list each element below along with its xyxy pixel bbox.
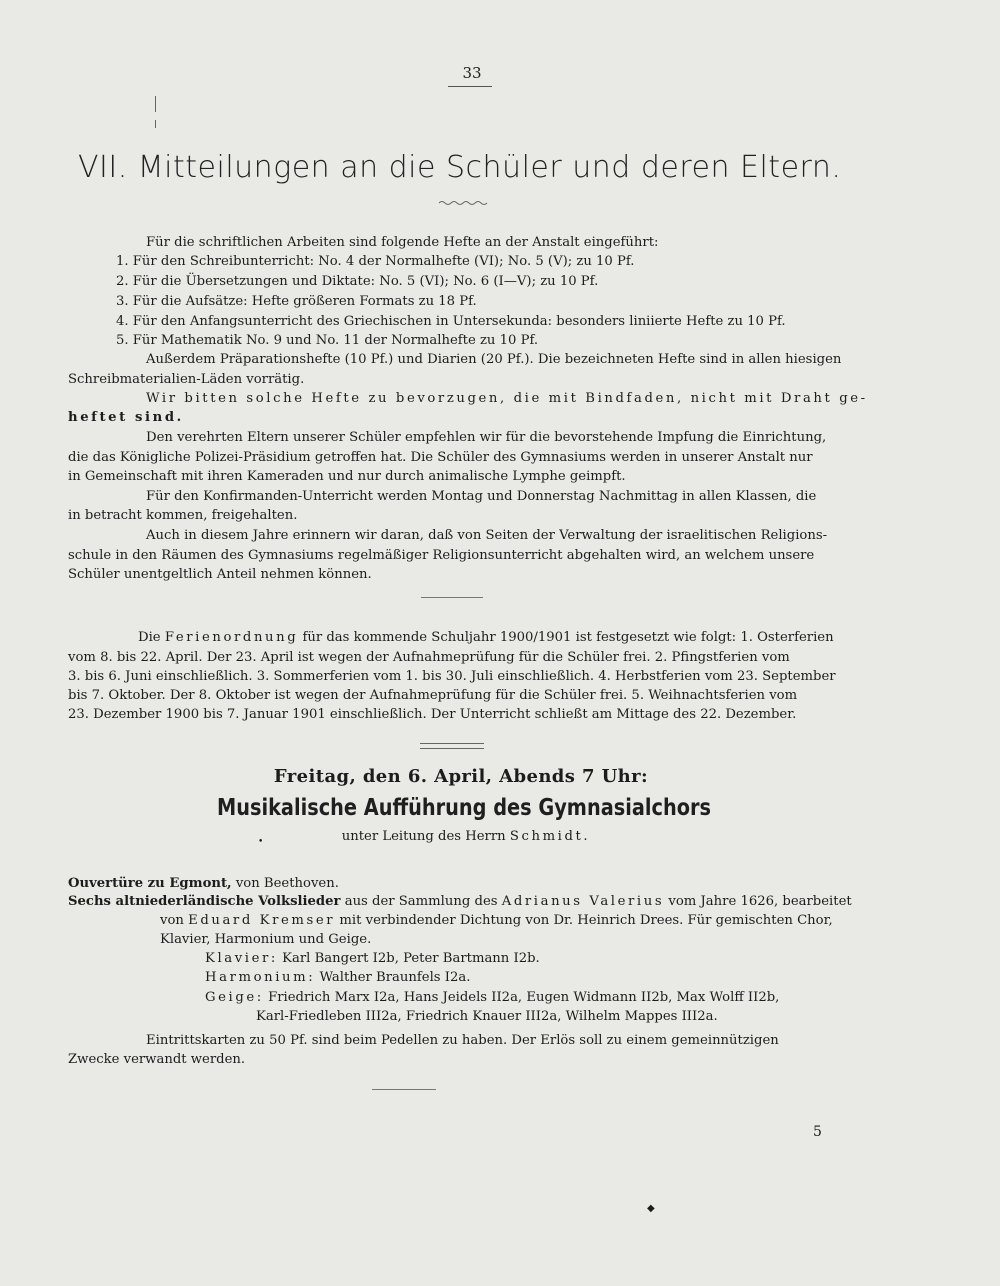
margin-tick [155, 96, 156, 112]
instrument-label: Geige: [205, 990, 264, 1005]
paragraph-line: die das Königliche Polizei-Präsidium getroffen hat. Die Schüler des Gymnasiums werden in unserer Anstalt nur [68, 450, 813, 465]
program-composer: von Beethoven. [235, 876, 339, 891]
program-item [68, 874, 339, 894]
section-title: VII. Mitteilungen an die Schüler und deren Eltern. [78, 150, 842, 185]
hefte-item: 5. Für Mathematik No. 9 und No. 11 der Normalhefte zu 10 Pf. [116, 333, 539, 348]
print-speck: • [258, 837, 264, 847]
print-speck: ◆ [647, 1203, 655, 1214]
paragraph-line: Schüler unentgeltlich Anteil nehmen können. [68, 567, 372, 582]
double-divider [420, 743, 484, 749]
signature-mark: 5 [813, 1124, 822, 1140]
paragraph-line: Zwecke verwandt werden. [68, 1052, 246, 1067]
performer-names: Walther Braunfels I2a. [319, 970, 471, 985]
concert-date: Freitag, den 6. April, Abends 7 Uhr: [273, 766, 649, 787]
paragraph-line: 23. Dezember 1900 bis 7. Januar 1901 einschließlich. Der Unterricht schließt am Mittage des 22. Dezember. [68, 707, 797, 722]
program-text: aus der Sammlung des [344, 894, 498, 909]
performer-names: Friedrich Marx I2a, Hans Jeidels II2a, Eugen Widmann II2b, Max Wolff II2b, [268, 990, 780, 1005]
performer-line [205, 988, 779, 1008]
margin-tick [155, 120, 156, 128]
paragraph-line [138, 628, 834, 648]
paragraph-line: vom 8. bis 22. April. Der 23. April ist wegen der Aufnahmeprüfung für die Schüler frei. 2. Pfingstferien vom [68, 650, 790, 665]
paragraph-line: in Gemeinschaft mit ihren Kameraden und nur durch animalische Lymphe geimpft. [68, 469, 626, 484]
paragraph-line: 3. bis 6. Juni einschließlich. 3. Sommerferien vom 1. bis 30. Juli einschließlich. 4. Herbstferien vom 23. September [68, 669, 836, 684]
paragraph-line: Den verehrten Eltern unserer Schüler empfehlen wir für die bevorstehende Impfung die Einrichtung, [146, 430, 827, 445]
performer-line [205, 949, 540, 969]
hefte-item: 4. Für den Anfangsunterricht des Griechischen in Untersekunda: besonders liniierte Hefte zu 10 Pf. [116, 314, 786, 329]
instrument-label: Harmonium: [205, 970, 316, 985]
section-divider [421, 597, 483, 598]
spaced-emphasis-line: heftet sind. [68, 410, 184, 425]
paragraph-line: Außerdem Präparationshefte (10 Pf.) und Diarien (20 Pf.). Die bezeichneten Hefte sind in allen hiesigen [146, 352, 842, 367]
program-line: Klavier, Harmonium und Geige. [160, 932, 372, 947]
concert-heading: Musikalische Aufführung des Gymnasialchors [216, 795, 712, 821]
spaced-emphasis-line: Wir bitten solche Hefte zu bevorzugen, die mit Bindfaden, nicht mit Draht ge- [146, 391, 868, 406]
performer-line: Karl-Friedleben III2a, Friedrich Knauer III2a, Wilhelm Mappes III2a. [256, 1009, 718, 1024]
hefte-item: 1. Für den Schreibunterricht: No. 4 der Normalhefte (VI); No. 5 (V); zu 10 Pf. [116, 254, 635, 269]
page-number: 33 [462, 64, 482, 82]
paragraph-line: Schreibmaterialien-Läden vorrätig. [68, 372, 305, 387]
paragraph-line: Eintrittskarten zu 50 Pf. sind beim Pedellen zu haben. Der Erlös soll zu einem gemeinnützigen [146, 1033, 779, 1048]
program-title: Sechs altniederländische Volkslieder [68, 894, 341, 909]
section-divider [372, 1089, 436, 1090]
program-text: von [160, 913, 184, 928]
paragraph-line: in betracht kommen, freigehalten. [68, 508, 298, 523]
program-line [160, 911, 833, 931]
program-text: vom Jahre 1626, bearbeitet [668, 894, 852, 909]
paragraph-line: Auch in diesem Jahre erinnern wir daran, daß von Seiten der Verwaltung der israelitischen Religions- [146, 528, 828, 543]
ferien-word: Ferienordnung [164, 630, 299, 645]
ferien-line1: für das kommende Schuljahr 1900/1901 ist festgesetzt wie folgt: 1. Osterferien [302, 630, 834, 645]
hefte-item: 2. Für die Übersetzungen und Diktate: No. 5 (VI); No. 6 (I—V); zu 10 Pf. [116, 274, 599, 289]
ferien-lead: Die [138, 630, 161, 645]
hefte-intro: Für die schriftlichen Arbeiten sind folgende Hefte an der Anstalt eingeführt: [146, 235, 659, 250]
hefte-item: 3. Für die Aufsätze: Hefte größeren Formats zu 18 Pf. [116, 294, 477, 309]
program-name: Adrianus Valerius [501, 894, 665, 909]
conductor-name: Schmidt. [509, 829, 591, 844]
subtitle-lead: unter Leitung des Herrn [341, 829, 506, 844]
paragraph-line: bis 7. Oktober. Der 8. Oktober ist wegen der Aufnahmeprüfung für die Schüler frei. 5. Weihnachtsferien vom [68, 688, 798, 703]
performer-names: Karl Bangert I2b, Peter Bartmann I2b. [282, 951, 540, 966]
concert-subtitle [0, 829, 932, 844]
program-text: mit verbindender Dichtung von Dr. Heinrich Drees. Für gemischten Chor, [339, 913, 833, 928]
program-title: Ouvertüre zu Egmont, [68, 876, 232, 891]
page-number-rule [448, 86, 492, 87]
program-item [68, 892, 852, 912]
performer-line [205, 968, 470, 988]
instrument-label: Klavier: [205, 951, 278, 966]
paragraph-line: schule in den Räumen des Gymnasiums regelmäßiger Religionsunterricht abgehalten wird, an welchem unsere [68, 548, 815, 563]
paragraph-line: Für den Konfirmanden-Unterricht werden Montag und Donnerstag Nachmittag in allen Klassen, die [146, 489, 817, 504]
wave-ornament [438, 199, 488, 207]
program-name: Eduard Kremser [188, 913, 336, 928]
